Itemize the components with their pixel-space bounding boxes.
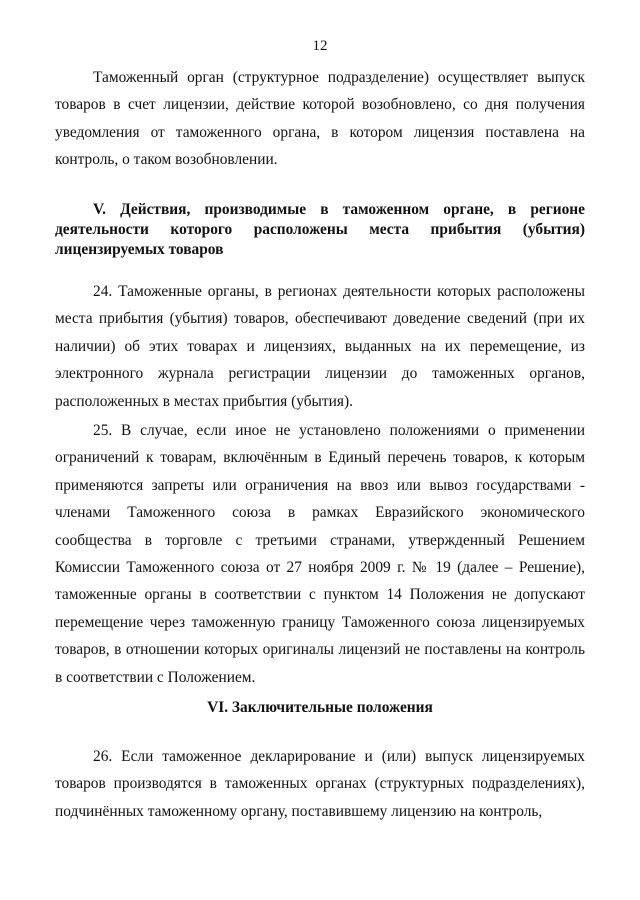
section-vi-heading: VI. Заключительные положения bbox=[207, 699, 433, 716]
paragraph-26: 26. Если таможенное декларирование и (или) выпуск лицензируемых товаров производятся в таможенных органах (структурных подразделениях), подчинённых таможенному органу, поставившему лицензию на контроль, bbox=[55, 748, 585, 820]
section-v-heading-block bbox=[55, 200, 585, 260]
section-vi-heading-block bbox=[55, 698, 585, 718]
intro-paragraph: Таможенный орган (структурное подразделение) осуществляет выпуск товаров в счет лицензии, действие которой возобновлено, со дня получения уведомления от таможенного органа, в котором лицензия поставлена на контроль, о таком возобновлении. bbox=[55, 69, 585, 169]
section-v-heading: V. Действия, производимые в таможенном органе, в регионе деятельности которого расположены места прибытия (убытия) лицензируемых товаров bbox=[55, 201, 585, 258]
intro-block bbox=[55, 64, 585, 174]
paragraph-24: 24. Таможенные органы, в регионах деятельности которых расположены места прибытия (убытия) товаров, обеспечивают доведение сведений (при их наличии) об этих товарах и лицензиях, выданных на их перемещение, из электронного журнала регистрации лицензии до таможенных органов, расположенных в местах прибытия (убытия). bbox=[55, 283, 585, 410]
page-number: 12 bbox=[312, 38, 328, 54]
paragraph-25: 25. В случае, если иное не установлено положениями о применении ограничений к товарам, включённым в Единый перечень товаров, к которым применяются запреты или ограничения на ввоз или вывоз государствами - членами Таможенного союза в рамках Евразийского экономического сообщества в торговле с третьими странами, утвержденный Решением Комиссии Таможенного союза от 27 ноября 2009 г. № 19 (далее – Решение), таможенные органы в соответствии с пунктом 14 Положения не допускают перемещение через таможенную границу Таможенного союза лицензируемых товаров, в отношении которых оригиналы лицензий не поставлены на контроль в соответствии с Положением. bbox=[55, 422, 585, 686]
section-v-body bbox=[55, 278, 585, 691]
section-vi-body bbox=[55, 743, 585, 825]
